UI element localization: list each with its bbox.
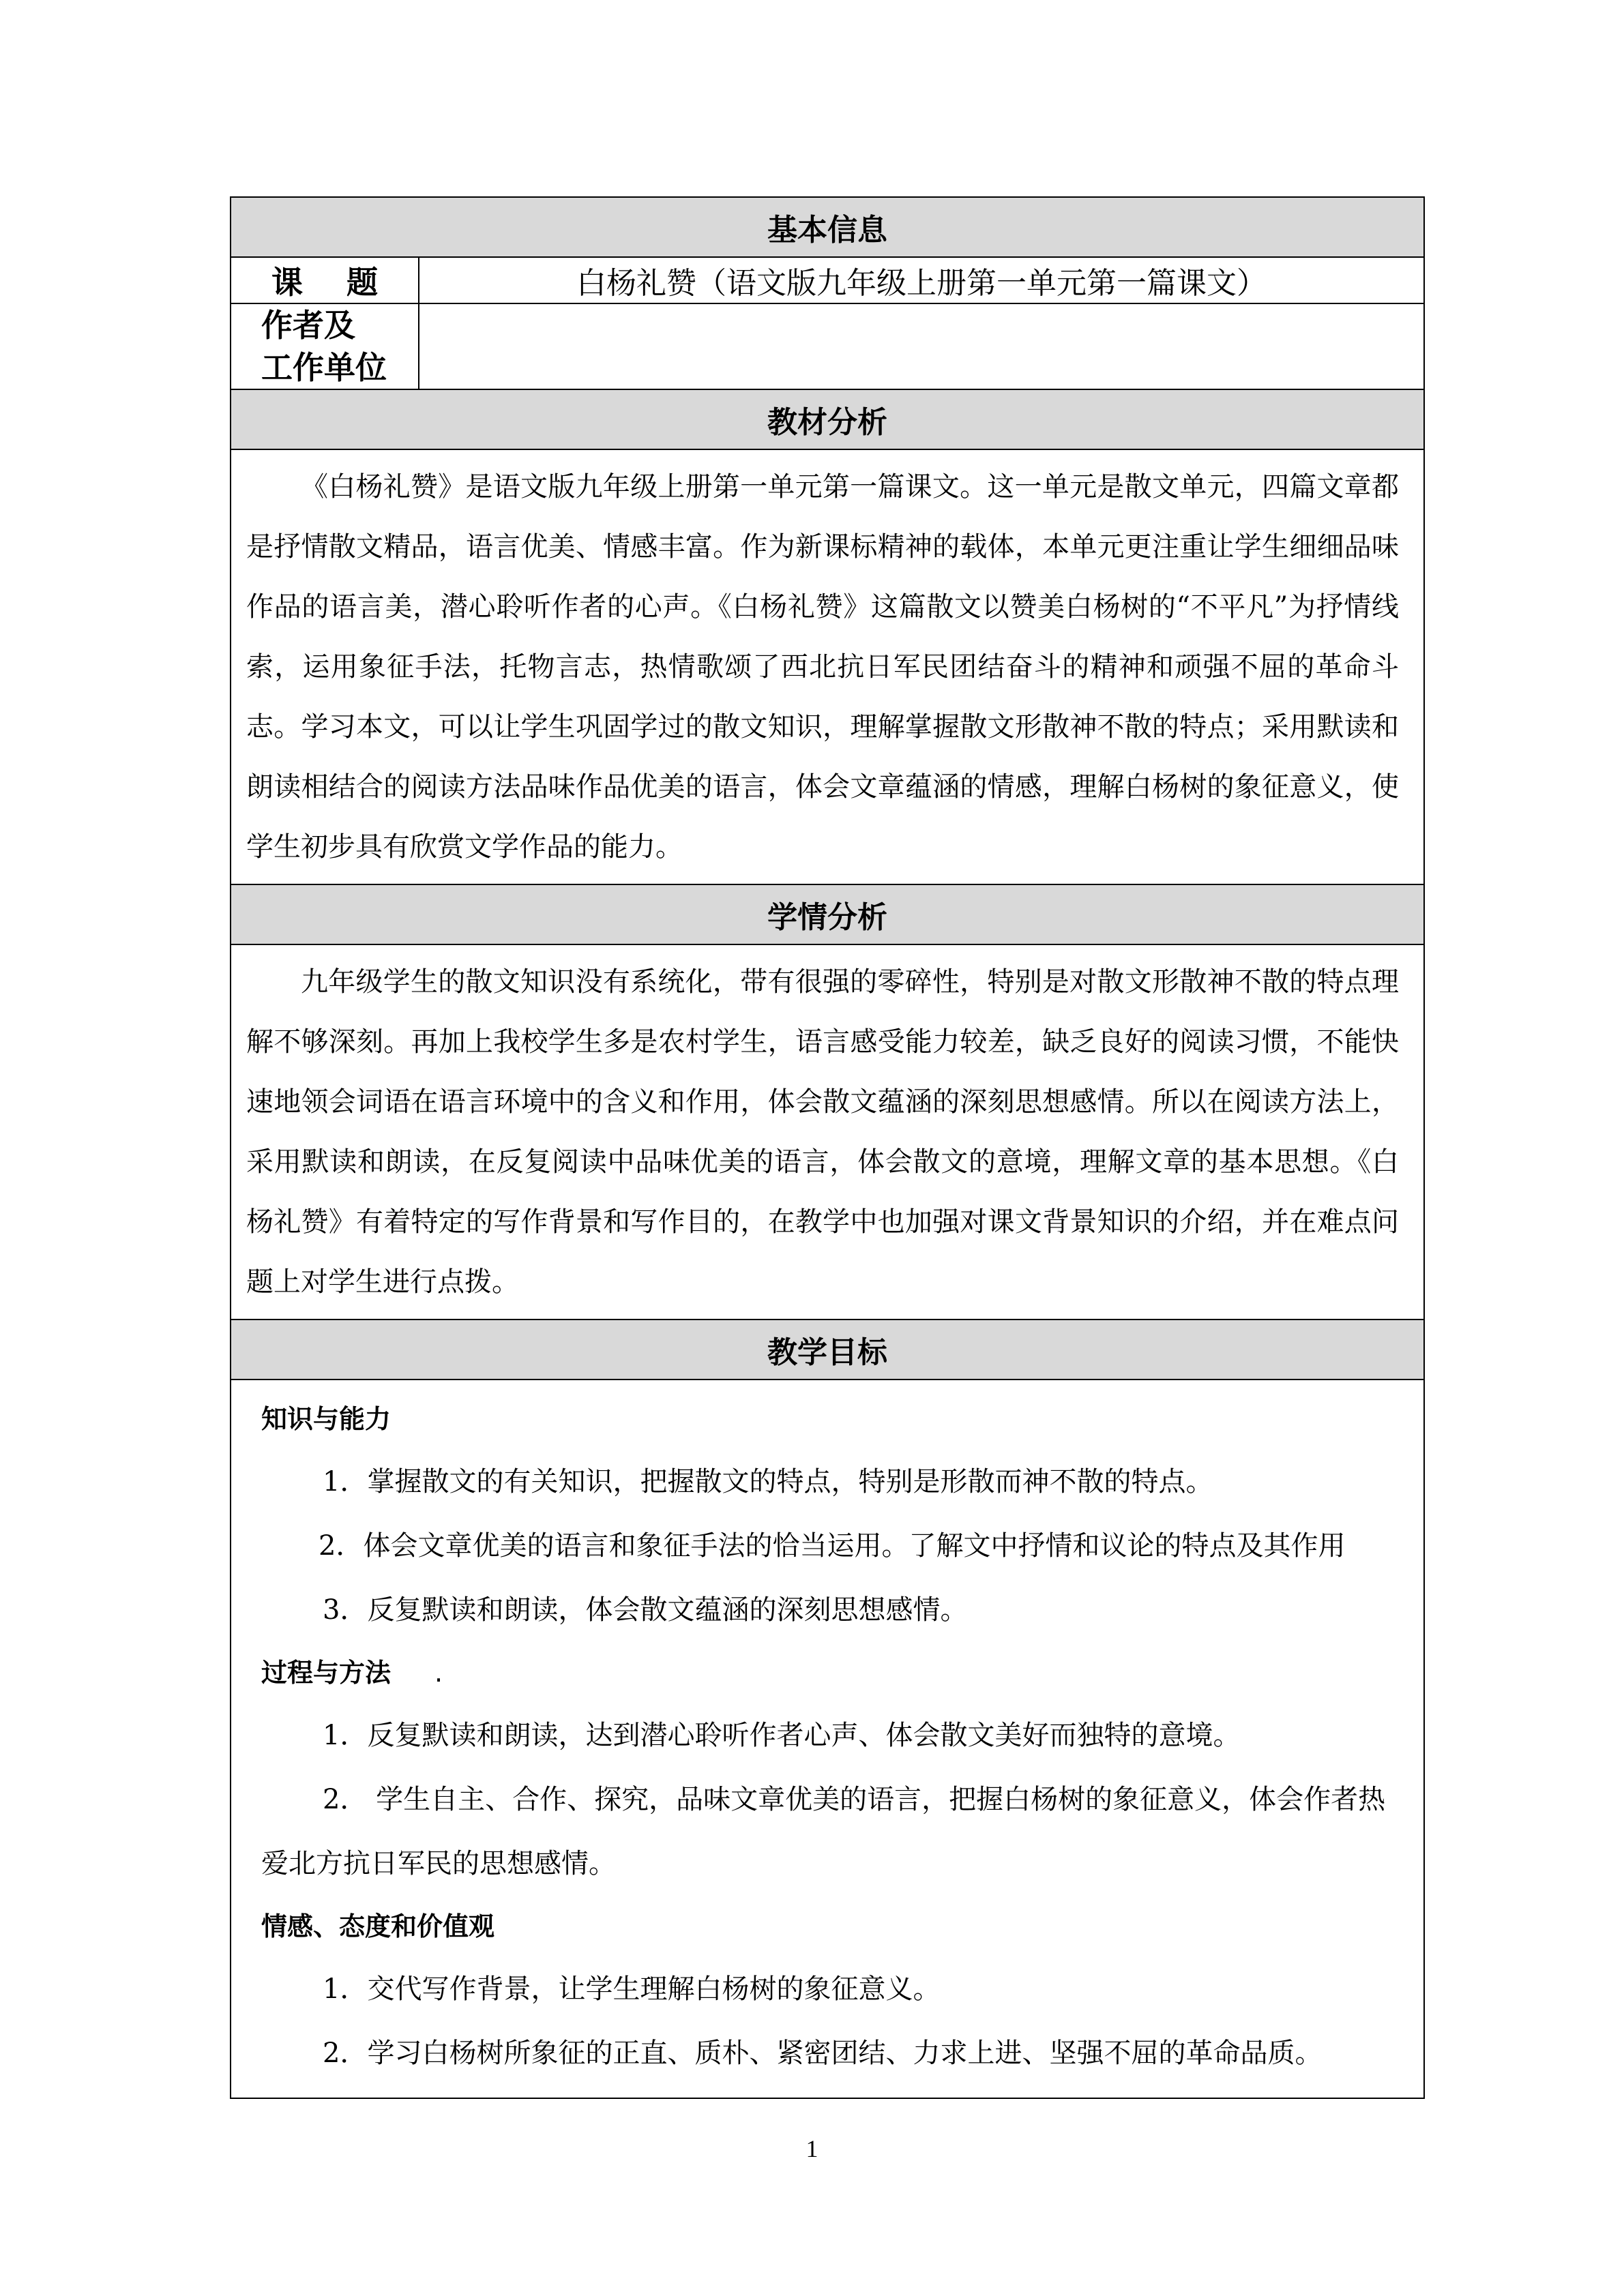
- topic-label: 课 题: [231, 257, 419, 303]
- student-analysis-cell: [231, 944, 1424, 1320]
- material-analysis-cell: [231, 449, 1424, 884]
- page-number: 1: [806, 2135, 818, 2162]
- topic-value: 白杨礼赞（语文版九年级上册第一单元第一篇课文）: [419, 257, 1424, 303]
- student-analysis-text: 九年级学生的散文知识没有系统化，带有很强的零碎性，特别是对散文形散神不散的特点理解不够深刻。再加上我校学生多是农村学生，语言感受能力较差，缺乏良好的阅读习惯，不能快速地领会词语在语言环境中的含义和作用，体会散文蕴涵的深刻思想感情。所以在阅读方法上，采用默读和朗读，在反复阅读中品味优美的语言，体会散文的意境，理解文章的基本思想。《白杨礼赞》有着特定的写作背景和写作目的，在教学中也加强对课文背景知识的介绍，并在难点问题上对学生进行点拨。: [246, 966, 1399, 1298]
- teaching-goals-cell: [231, 1380, 1424, 2098]
- knowledge-item-2: 2．体会文章优美的语言和象征手法的恰当运用。了解文中抒情和议论的特点及其作用: [319, 1530, 1346, 1562]
- material-analysis-header: 教材分析: [231, 389, 1424, 449]
- author-value: [419, 303, 1424, 389]
- process-heading-text: 过程与方法: [261, 1658, 392, 1688]
- lesson-plan-table: [230, 196, 1425, 2099]
- student-analysis-header: 学情分析: [231, 884, 1424, 944]
- process-item-1: 1．反复默读和朗读，达到潜心聆听作者心声、体会散文美好而独特的意境。: [323, 1720, 1241, 1751]
- author-label-line2: 工作单位: [261, 349, 387, 386]
- emotion-item-1: 1．交代写作背景，让学生理解白杨树的象征意义。: [323, 1973, 941, 2005]
- author-label-line1: 作者及: [261, 307, 355, 344]
- process-heading: [261, 1642, 1411, 1703]
- knowledge-item-3: 3．反复默读和朗读，体会散文蕴涵的深刻思想感情。: [323, 1594, 968, 1626]
- process-heading-mark: .: [434, 1658, 443, 1688]
- teaching-goals-header: 教学目标: [231, 1320, 1424, 1380]
- knowledge-item-1: 1．掌握散文的有关知识，把握散文的特点，特别是形散而神不散的特点。: [323, 1466, 1213, 1497]
- emotion-heading: 情感、态度和价值观: [261, 1911, 495, 1941]
- material-analysis-text: 《白杨礼赞》是语文版九年级上册第一单元第一篇课文。这一单元是散文单元，四篇文章都是抒情散文精品，语言优美、情感丰富。作为新课标精神的载体，本单元更注重让学生细细品味作品的语言美，潜心聆听作者的心声。《白杨礼赞》这篇散文以赞美白杨树的“不平凡”为抒情线索，运用象征手法，托物言志，热情歌颂了西北抗日军民团结奋斗的精神和顽强不屈的革命斗志。学习本文，可以让学生巩固学过的散文知识，理解掌握散文形散神不散的特点；采用默读和朗读相结合的阅读方法品味作品优美的语言，体会文章蕴涵的情感，理解白杨树的象征意义，使学生初步具有欣赏文学作品的能力。: [246, 471, 1399, 863]
- emotion-item-2: 2．学习白杨树所象征的正直、质朴、紧密团结、力求上进、坚强不屈的革命品质。: [323, 2038, 1323, 2069]
- process-item-2: 2． 学生自主、合作、探究，品味文章优美的语言，把握白杨树的象征意义，体会作者热爱北方抗日军民的思想感情。: [261, 1784, 1386, 1879]
- author-label: [231, 303, 419, 389]
- basic-info-header: 基本信息: [231, 197, 1424, 257]
- knowledge-heading: 知识与能力: [261, 1404, 392, 1434]
